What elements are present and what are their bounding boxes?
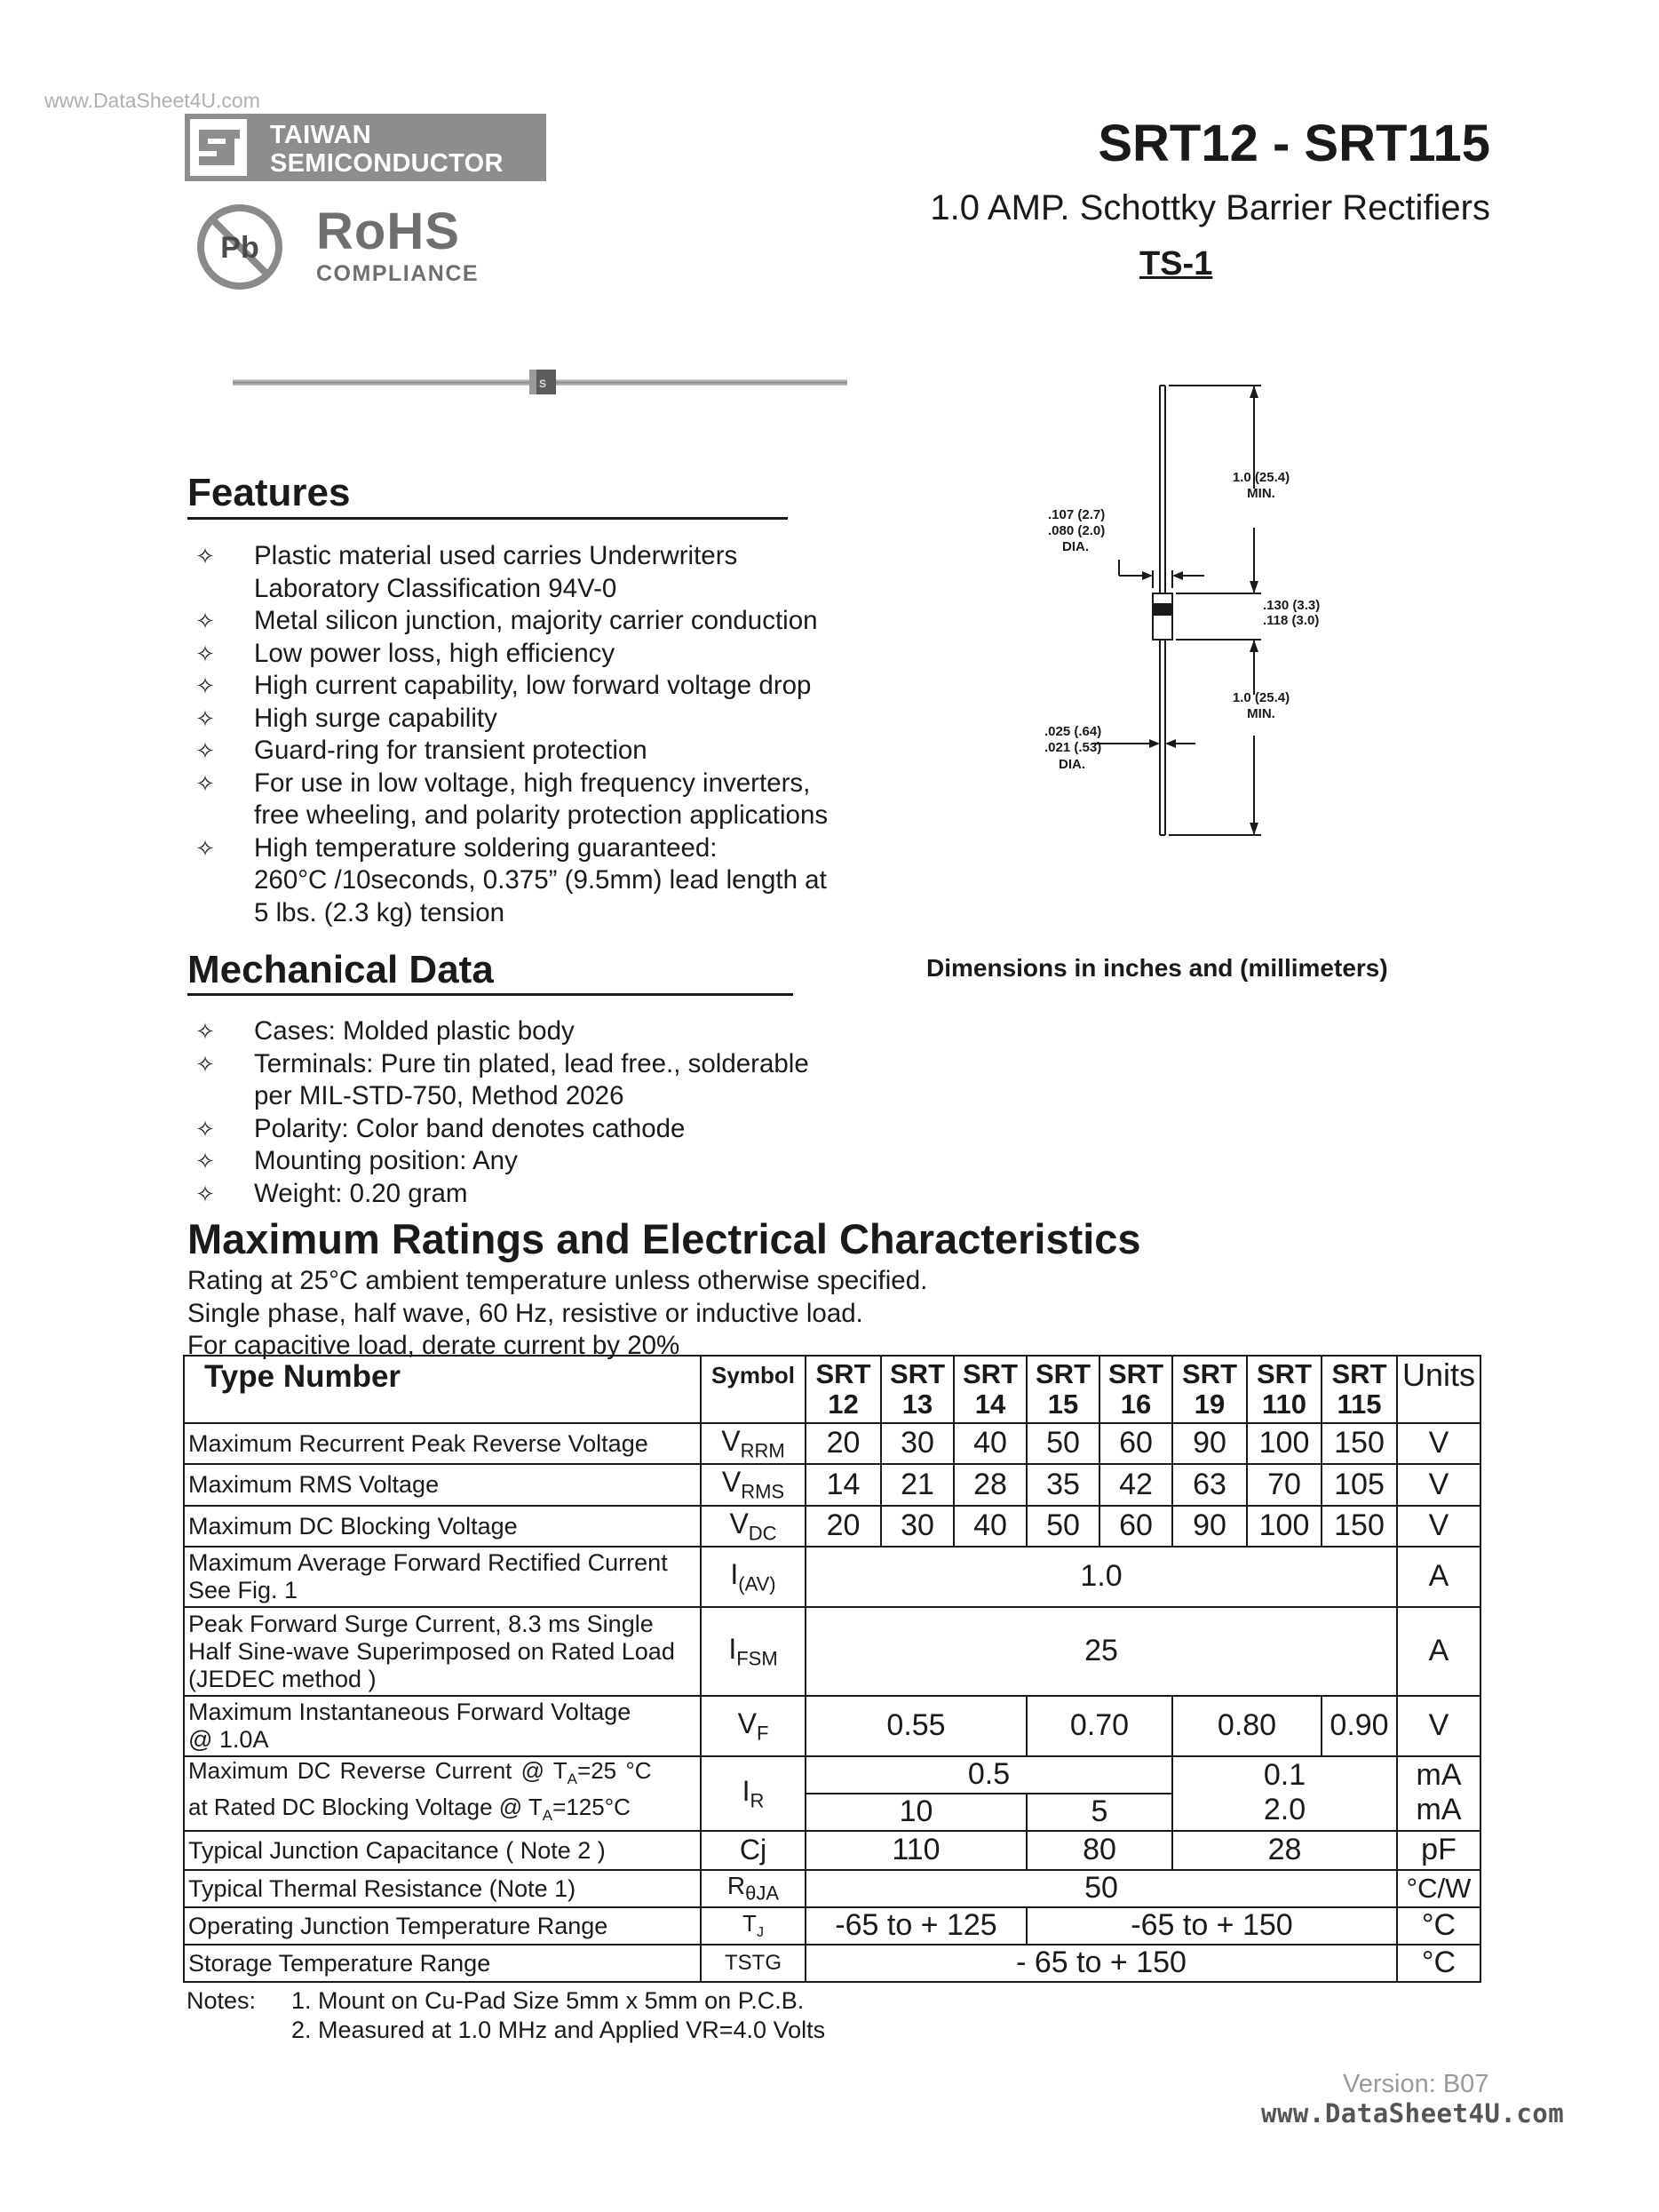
table-row: Maximum Instantaneous Forward Voltage @ 1.0A $V_F$ 0.55 0.70 0.80 0.90 V: [184, 1696, 1480, 1756]
table-row: Operating Junction Temperature Range $T_J$ -65 to + 125 -65 to + 150 °C: [184, 1907, 1480, 1945]
brand-line-1: TAIWAN: [270, 121, 372, 149]
note-2: 2. Measured at 1.0 MHz and Applied VR=4.0 Volts: [291, 2017, 826, 2043]
bullet-icon: ✧: [195, 737, 215, 764]
type-number-header: Type Number: [184, 1356, 701, 1423]
list-item-text: Polarity: Color band denotes cathode: [254, 1113, 686, 1143]
version-label: Version: B07: [1343, 2070, 1489, 2098]
svg-text:S: S: [538, 378, 547, 390]
bullet-icon: ✧: [195, 1018, 215, 1045]
table-row: Storage Temperature Range TSTG - 65 to + 150 °C: [184, 1945, 1480, 1982]
ratings-table: [183, 1355, 1481, 1983]
model-col-header: SRT 19: [1172, 1356, 1247, 1423]
ts-logo-icon: [190, 119, 247, 176]
dim-body-dia-2: .080 (2.0): [1048, 523, 1106, 538]
list-item-text: Plastic material used carries Underwriters: [254, 541, 738, 570]
bullet-icon: ✧: [195, 1050, 215, 1078]
ratings-notes: [187, 1265, 927, 1363]
list-item-text: High temperature soldering guaranteed:: [254, 832, 718, 863]
watermark-top: www.DataSheet4U.com: [44, 89, 260, 112]
bullet-icon: ✧: [195, 1180, 215, 1207]
features-title: Features: [187, 471, 351, 514]
list-item: [183, 1113, 885, 1146]
mechanical-underline: [187, 993, 793, 996]
note-1: 1. Mount on Cu-Pad Size 5mm x 5mm on P.C.B.: [291, 1987, 805, 2014]
list-item-text: Terminals: Pure tin plated, lead free., solderable: [254, 1048, 809, 1078]
bullet-icon: ✧: [195, 1148, 215, 1174]
mechanical-list: [183, 1015, 885, 1210]
table-row: Maximum DC Reverse Current @ $T_A=25$ °C $I_R$ 0.5 0.1 mA: [184, 1756, 1480, 1794]
package-name: TS-1: [1139, 245, 1213, 282]
bullet-icon: ✧: [195, 608, 215, 634]
notes: [187, 1986, 825, 2045]
list-item: [183, 670, 893, 703]
company-logo: [185, 114, 546, 181]
list-item-text: For use in low voltage, high frequency inverters,: [254, 768, 811, 798]
list-item: [183, 605, 893, 638]
dim-body-dia-label: DIA.: [1062, 539, 1089, 554]
symbol-header: Symbol: [701, 1356, 806, 1423]
model-col-header: SRT 12: [806, 1356, 881, 1423]
rohs-word: RoHS: [316, 203, 460, 260]
dimension-caption: Dimensions in inches and (millimeters): [926, 954, 1388, 982]
list-item-text: Metal silicon junction, majority carrier conduction: [254, 606, 818, 635]
dim-lead-dia-1: .025 (.64): [1044, 724, 1102, 739]
list-item: [183, 1178, 885, 1211]
mechanical-title: Mechanical Data: [187, 948, 494, 991]
list-item-text: Low power loss, high efficiency: [254, 638, 615, 668]
table-row: Maximum DC Blocking Voltage $V_{DC}$ 20 30 40 50 60 90 100 150 V: [184, 1506, 1480, 1547]
ratings-line-3: For capacitive load, derate current by 20%: [187, 1331, 680, 1360]
table-row: at Rated DC Blocking Voltage @ $T_A=125^\circ C$ 10 5 2.0 mA: [184, 1794, 1480, 1831]
dim-body-len-2: .118 (3.0): [1263, 613, 1320, 628]
list-item-text: Weight: 0.20 gram: [254, 1178, 468, 1208]
part-title: SRT12 - SRT115: [1098, 115, 1490, 172]
list-item-text: High surge capability: [254, 703, 497, 733]
notes-label: Notes:: [187, 1987, 257, 2014]
list-item: [183, 735, 893, 768]
bullet-icon: ✧: [195, 672, 215, 699]
table-row: Maximum RMS Voltage $V_{RMS}$ 14 21 28 35 42 63 70 105 V: [184, 1464, 1480, 1506]
model-col-header: SRT 13: [881, 1356, 954, 1423]
list-item-text: 260°C /10seconds, 0.375” (9.5mm) lead length at: [254, 865, 827, 895]
list-item: [183, 703, 893, 736]
list-item-text: 5 lbs. (2.3 kg) tension: [254, 897, 505, 927]
model-col-header: SRT 16: [1099, 1356, 1172, 1423]
brand-line-2: SEMICONDUCTOR: [270, 149, 504, 178]
model-col-header: SRT 14: [954, 1356, 1027, 1423]
list-item: [183, 638, 893, 671]
dim-lead-top-min: MIN.: [1247, 486, 1275, 501]
ratings-line-1: Rating at 25°C ambient temperature unless otherwise specified.: [187, 1266, 928, 1295]
bullet-icon: ✧: [195, 704, 215, 732]
model-col-header: SRT 15: [1027, 1356, 1099, 1423]
list-item-text: Mounting position: Any: [254, 1146, 518, 1175]
bullet-icon: ✧: [195, 640, 215, 667]
list-item-text: High current capability, low forward voltage drop: [254, 671, 812, 700]
table-row: Peak Forward Surge Current, 8.3 ms Single Half Sine-wave Superimposed on Rated Load (JEDEC method ) $I_{FSM}$ 25 A: [184, 1607, 1480, 1696]
list-item-text: per MIL-STD-750, Method 2026: [254, 1081, 624, 1110]
part-subtitle: 1.0 AMP. Schottky Barrier Rectifiers: [930, 188, 1490, 227]
list-item-text: free wheeling, and polarity protection applications: [254, 800, 829, 830]
bullet-icon: ✧: [195, 1115, 215, 1142]
list-item: [183, 1048, 885, 1113]
list-item: [183, 1145, 885, 1178]
list-item-text: Cases: Molded plastic body: [254, 1016, 575, 1046]
units-header: Units: [1397, 1356, 1480, 1423]
list-item-text: Laboratory Classification 94V-0: [254, 573, 617, 603]
dim-lead-dia-label: DIA.: [1059, 757, 1085, 772]
features-underline: [187, 517, 788, 520]
bullet-icon: ✧: [195, 543, 215, 569]
dimension-drawing: [1021, 364, 1394, 844]
bullet-icon: ✧: [195, 769, 215, 797]
list-item: [183, 1015, 885, 1048]
dim-body-dia-1: .107 (2.7): [1048, 507, 1106, 522]
table-row: Maximum Recurrent Peak Reverse Voltage $V_{RRM}$ 20 30 40 50 60 90 100 150 V: [184, 1423, 1480, 1464]
table-row: Typical Thermal Resistance (Note 1) $R_{\theta JA}$ 50 °C/W: [184, 1870, 1480, 1907]
dim-body-len-1: .130 (3.3): [1263, 598, 1321, 613]
dim-lead-top: 1.0 (25.4): [1232, 470, 1290, 485]
bullet-icon: ✧: [195, 834, 215, 862]
table-row: Maximum Average Forward Rectified Current See Fig. 1 $I_{(AV)}$ 1.0 A: [184, 1547, 1480, 1607]
rohs-compliance: COMPLIANCE: [316, 261, 480, 286]
features-list: [183, 540, 893, 929]
ratings-title: Maximum Ratings and Electrical Characteristics: [187, 1215, 1141, 1262]
list-item: [183, 540, 893, 605]
pb-label: Pb: [220, 231, 259, 265]
table-header-row: [184, 1356, 1480, 1423]
diode-photo: [233, 366, 847, 398]
watermark-bottom: www.DataSheet4U.com: [1261, 2098, 1565, 2128]
list-item: [183, 768, 893, 832]
ratings-line-2: Single phase, half wave, 60 Hz, resistive or inductive load.: [187, 1298, 863, 1328]
pb-free-icon: [195, 203, 284, 291]
model-col-header: SRT 115: [1322, 1356, 1397, 1423]
dim-lead-bot-min: MIN.: [1247, 706, 1275, 721]
table-row: Typical Junction Capacitance ( Note 2 ) Cj 110 80 28 pF: [184, 1831, 1480, 1870]
dim-lead-dia-2: .021 (.53): [1044, 740, 1102, 755]
list-item-text: Guard-ring for transient protection: [254, 736, 647, 765]
list-item: [183, 832, 893, 930]
dim-lead-bot: 1.0 (25.4): [1232, 690, 1290, 705]
model-col-header: SRT 110: [1247, 1356, 1322, 1423]
